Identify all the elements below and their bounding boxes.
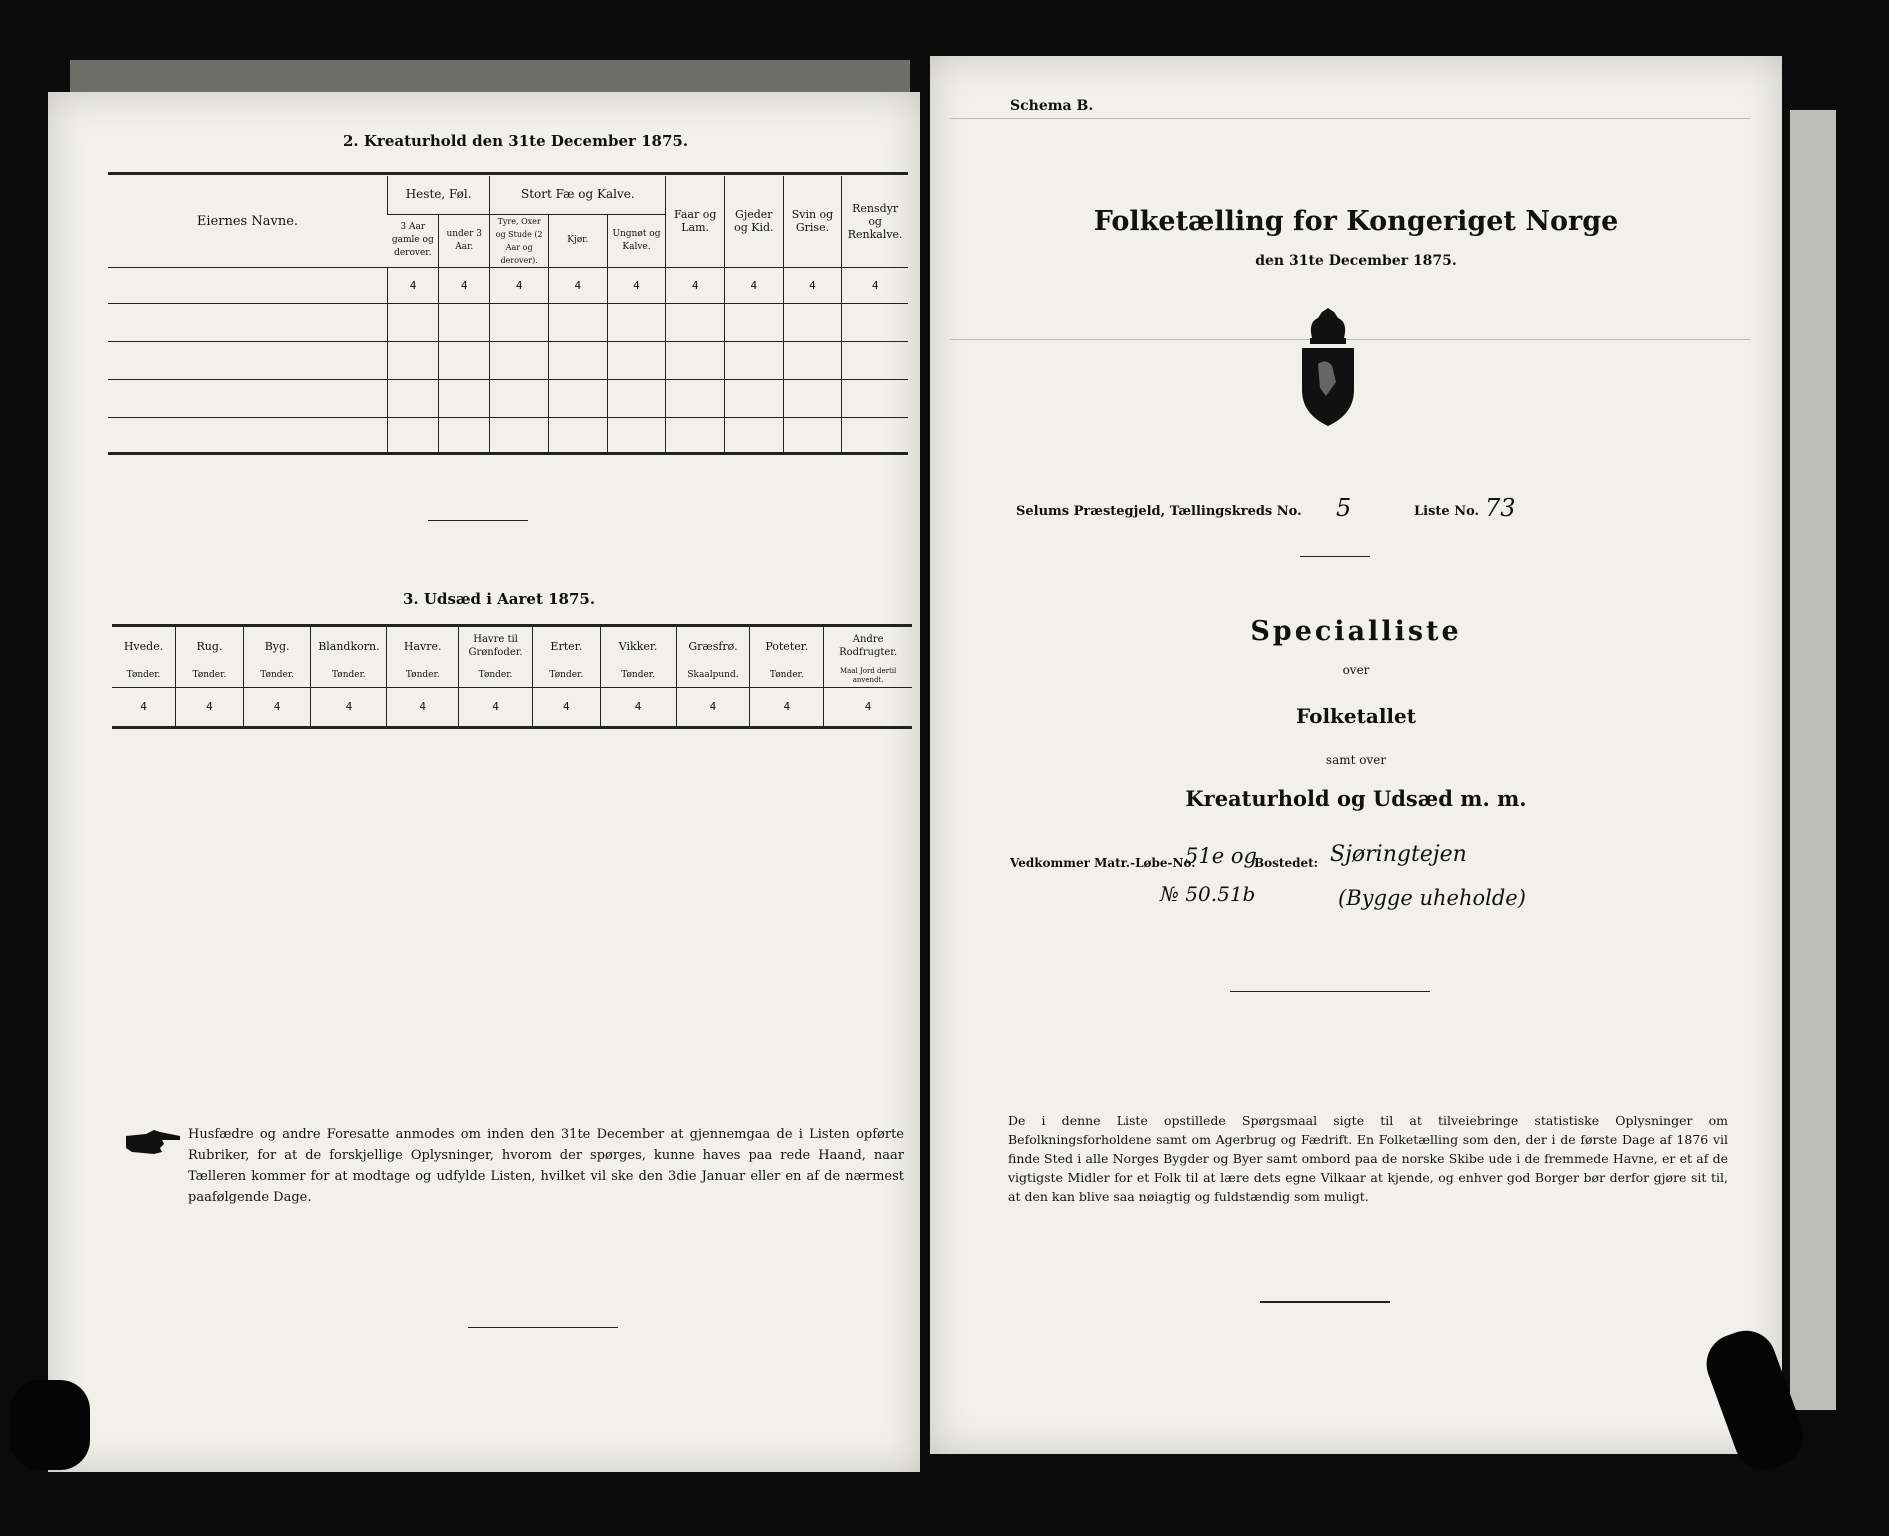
- rye-header: Rug.: [176, 627, 244, 665]
- unit-label: Tønder.: [176, 665, 244, 687]
- mixed-grain-header: Blandkorn.: [311, 627, 387, 665]
- kreaturhold-title: Kreaturhold og Udsæd m. m.: [1185, 786, 1527, 811]
- folketallet-title: Folketallet: [1296, 704, 1416, 728]
- table-cell: 4: [439, 267, 490, 303]
- bottom-rule: [1260, 1301, 1390, 1303]
- table-cell: 4: [600, 687, 676, 727]
- right-page: [930, 56, 1782, 1454]
- reindeer-col-header: Rensdyr og Renkalve.: [842, 176, 908, 267]
- unit-label: Skaalpund.: [676, 665, 750, 687]
- liste-number: 73: [1485, 494, 1516, 522]
- left-thumb-shadow: [10, 1380, 90, 1470]
- owner-col-header: Eiernes Navne.: [196, 213, 299, 229]
- info-paragraph: De i denne Liste opstillede Spørgsmaal sigte til at tilveiebringe statistiske Oplysninger om Befolkningsforholdene samt om Agerbrug og Fædrift. En Folketælling som den, der i de første Dage af 1876 vil finde Sted i alle Norges Bygder og Byer samt ombord paa de norske Skibe ude i de fremmede Havne, er et af de vigtigste Midler for et Folk til at lære dets egne Vilkaar at kjende, og enhver god Borger bør derfor gjøre sit til, at den kan blive saa nøiagtig og fuldstændig som muligt.: [1008, 1113, 1728, 1204]
- specialliste-title: Specialliste: [1250, 616, 1462, 647]
- back-page-strip-right: [1790, 110, 1836, 1410]
- horses-group-header: Heste, Føl.: [387, 176, 489, 214]
- unit-label: Tønder.: [532, 665, 600, 687]
- cows-header: Kjør.: [548, 214, 607, 267]
- owner-cell: [108, 267, 387, 303]
- wheat-header: Hvede.: [123, 639, 164, 653]
- main-heading: Folketælling for Kongeriget Norge: [1093, 206, 1619, 237]
- table-cell: 4: [490, 267, 549, 303]
- census-date: den 31te December 1875.: [1255, 253, 1457, 269]
- table-cell: 4: [140, 700, 147, 713]
- table-cell: 4: [783, 267, 842, 303]
- potatoes-header: Poteter.: [750, 627, 824, 665]
- barley-header: Byg.: [243, 627, 311, 665]
- separator-rule: [1300, 556, 1370, 557]
- samt-over-label: samt over: [1325, 753, 1387, 767]
- table-cell: 4: [666, 267, 725, 303]
- over-label: over: [1342, 663, 1370, 677]
- calves-header: Ungnøt og Kalve.: [607, 214, 666, 267]
- table-cell: 4: [387, 687, 459, 727]
- unit-label: Maal Jord dertil anvendt.: [824, 665, 912, 687]
- bosted-label: Bostedet:: [1254, 856, 1319, 870]
- unit-label: Tønder.: [243, 665, 311, 687]
- table-cell: 4: [724, 267, 783, 303]
- matr-value: 51e og: [1185, 844, 1257, 868]
- section2-title: 2. Kreaturhold den 31te December 1875.: [343, 132, 689, 150]
- unit-label: Tønder.: [750, 665, 824, 687]
- unit-label: Tønder.: [459, 665, 533, 687]
- separator-rule: [428, 520, 528, 521]
- back-page-strip-left: [70, 60, 910, 96]
- matr-value-2: № 50.51b: [1160, 882, 1256, 906]
- table-cell: 4: [842, 267, 908, 303]
- section3-title: 3. Udsæd i Aaret 1875.: [403, 590, 596, 608]
- liste-label: Liste No.: [1414, 504, 1480, 519]
- notice-text: Husfædre og andre Foresatte anmodes om inden den 31te December at gjennemgaa de i Listen opførte Rubriker, for at de forskjellige Oplysninger, hvorom der spørges, kunne haves paa rede Haand, naar Tælleren kommer for at modtage og udfylde Listen, hvilket vil ske den 3die Januar eller en af de nærmest paafølgende Dage.: [188, 1127, 904, 1205]
- unit-label: Tønder.: [311, 665, 387, 687]
- vetch-header: Vikker.: [600, 627, 676, 665]
- table-cell: 4: [387, 267, 438, 303]
- left-page: [48, 92, 920, 1472]
- table-cell: 4: [311, 687, 387, 727]
- kreds-number: 5: [1336, 494, 1352, 522]
- table-cell: 4: [824, 687, 912, 727]
- horses-young-header: under 3 Aar.: [439, 214, 490, 267]
- bottom-rule: [468, 1327, 618, 1328]
- horses-old-header: 3 Aar gamle og derover.: [391, 222, 434, 258]
- table-cell: 4: [532, 687, 600, 727]
- table-cell: 4: [676, 687, 750, 727]
- unit-label: Tønder.: [126, 670, 161, 681]
- unit-label: Tønder.: [387, 665, 459, 687]
- bulls-header: Tyre, Oxer og Stude (2 Aar og derover).: [490, 214, 549, 267]
- bosted-value-2: (Bygge uheholde): [1338, 886, 1526, 910]
- unit-label: Tønder.: [600, 665, 676, 687]
- peas-header: Erter.: [532, 627, 600, 665]
- table-cell: 4: [243, 687, 311, 727]
- green-oats-header: Havre til Grønfoder.: [459, 627, 533, 665]
- pigs-col-header: Svin og Grise.: [783, 176, 842, 267]
- oats-header: Havre.: [387, 627, 459, 665]
- separator-rule: [1230, 991, 1430, 992]
- table-cell: 4: [607, 267, 666, 303]
- root-crops-header: Andre Rodfrugter.: [824, 627, 912, 665]
- goats-col-header: Gjeder og Kid.: [724, 176, 783, 267]
- matr-label: Vedkommer Matr.-Løbe-No.: [1010, 856, 1196, 870]
- sheep-col-header: Faar og Lam.: [666, 176, 725, 267]
- livestock-table: [108, 176, 908, 455]
- table-cell: 4: [176, 687, 244, 727]
- norway-coat-of-arms-icon: [1296, 308, 1360, 428]
- section2-top-rule: [108, 172, 908, 175]
- bosted-value: Sjøringtejen: [1330, 842, 1467, 867]
- pointing-hand-icon: [124, 1128, 182, 1156]
- parish-label: Selums Præstegjeld, Tællingskreds No.: [1016, 504, 1302, 519]
- grass-seed-header: Græsfrø.: [676, 627, 750, 665]
- sowing-table: [112, 627, 912, 729]
- table-cell: 4: [548, 267, 607, 303]
- schema-label: Schema B.: [1010, 98, 1094, 114]
- cattle-group-header: Stort Fæ og Kalve.: [490, 176, 666, 214]
- table-cell: 4: [750, 687, 824, 727]
- table-cell: 4: [459, 687, 533, 727]
